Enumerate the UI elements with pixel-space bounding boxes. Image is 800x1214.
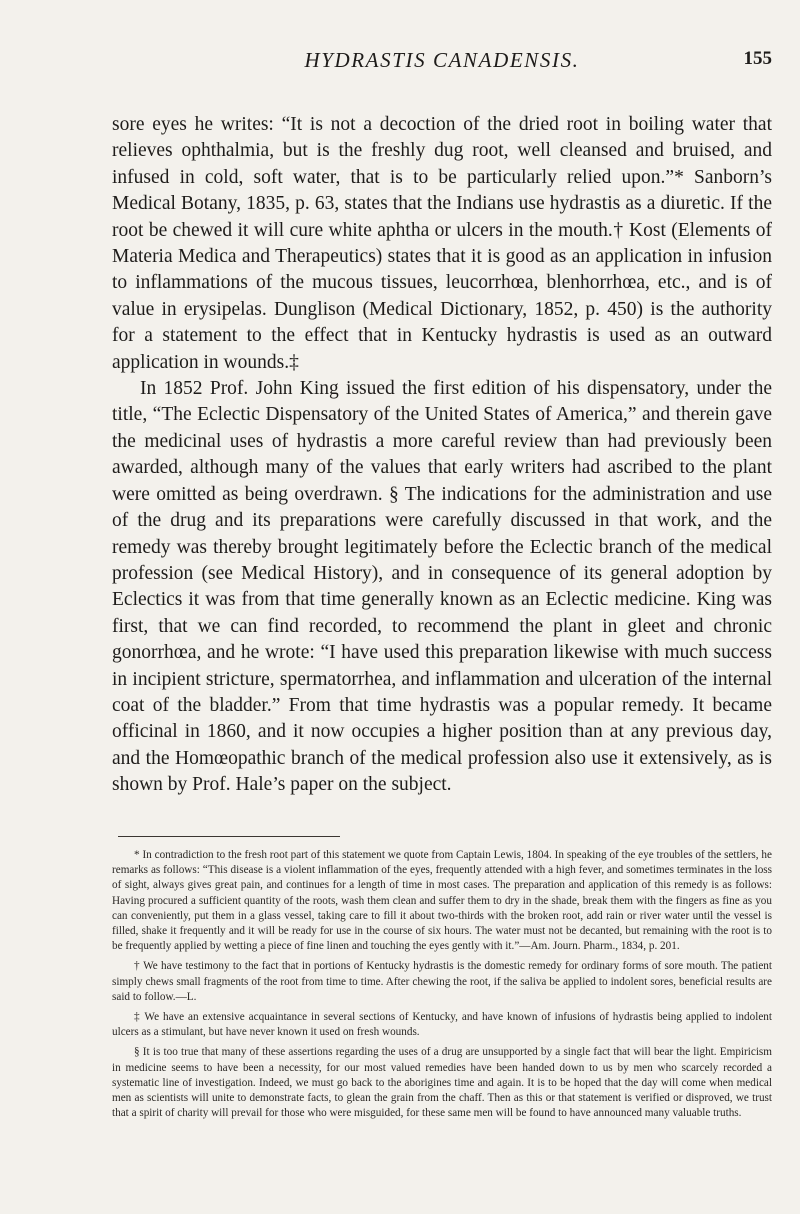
footnotes [112,848,772,1126]
body-text [112,112,772,799]
footnote: § It is too true that many of these assertions regarding the uses of a drug are unsupported by a single fact that will bear the light. Empiricism in medicine seems to have been a necessity, for our most valued remedies have been handed down to us by men who scarcely recorded a systematic line of investigation. Indeed, we must go back to the aborigines time and again. It is to be hoped that the day will come when medical men as scientists will unite to demonstrate facts, to glean the grain from the chaff. Then as this or that statement is verified or disproved, we trust that a spirit of charity will prevail for those who were misguided, for these same men will be found to have announced many valuable truths. [112,1046,772,1120]
page-number: 155 [743,48,772,69]
running-title: HYDRASTIS CANADENSIS. [304,48,580,72]
footnote: * In contradiction to the fresh root part of this statement we quote from Captain Lewis, 1804. In speaking of the eye troubles of the settlers, he remarks as follows: “This disease is a violent inflammation of the eyes, frequently attended with a high fever, and sometimes terminates in the loss of sight, always gives great pain, and continues for a length of time in most cases. The preparation and application of this remedy is as follows: Having procured a sufficient quantity of the roots, wash them clean and suffer them to dry in the shade, break them with the fingers as fine as you can conveniently, put them in a glass vessel, taking care to fill it about two-thirds with the broken root, add rain or river water until the vessel is filled, shake it frequently and it will be ready for use in the course of six hours. The water must not be decanted, but remaining with the root is to be frequently applied by wetting a piece of fine linen and touching the eyes gently with it.”—Am. Journ. Pharm., 1834, p. 201. [112,849,772,953]
page-header [112,48,772,78]
footnote: ‡ We have an extensive acquaintance in several sections of Kentucky, and have known of infusions of hydrastis being applied to indolent ulcers as a stimulant, but have never known it used on fresh wounds. [112,1011,772,1039]
body-paragraph: In 1852 Prof. John King issued the first edition of his dispensatory, under the title, “The Eclectic Dispensatory of the United States of America,” and therein gave the medicinal uses of hydrastis a more careful review than had previously been awarded, although many of the values that early writers had ascribed to the plant were omitted as being overdrawn. § The indications for the administration and use of the drug and its preparations were carefully discussed in that work, and the remedy was thereby brought legitimately before the Eclectic branch of the medical profession (see Medical History), and in consequence of its general adoption by Eclectics it was from that time generally known as an Eclectic medicine. King was first, that we can find recorded, to recommend the plant in gleet and chronic gonorrhœa, and he wrote: “I have used this preparation likewise with much success in incipient stricture, spermatorrhea, and inflammation and ulceration of the internal coat of the bladder.” From that time hydrastis was a popular remedy. It became officinal in 1860, and it now occupies a higher position than at any previous day, and the Homœopathic branch of the medical profession also use it extensively, as is shown by Prof. Hale’s paper on the subject. [112,378,772,796]
body-paragraph: sore eyes he writes: “It is not a decoction of the dried root in boiling water that relieves ophthalmia, but is the freshly dug root, well cleansed and bruised, and infused in cold, soft water, that is to be particularly relied upon.”* Sanborn’s Medical Botany, 1835, p. 63, states that the Indians use hydrastis as a diuretic. If the root be chewed it will cure white aphtha or ulcers in the mouth.† Kost (Elements of Materia Medica and Therapeutics) states that it is good as an application in infusion to inflammations of the mucous tissues, leucorrhœa, blenhorrhœa, etc., and is of value in erysipelas. Dunglison (Medical Dictionary, 1852, p. 450) is the authority for a statement to the effect that in Kentucky hydrastis is used as an outward application in wounds.‡ [112,114,772,373]
footnote: † We have testimony to the fact that in portions of Kentucky hydrastis is the domestic remedy for ordinary forms of sore mouth. The patient simply chews small fragments of the root from time to time. After chewing the root, if the saliva be applied to indolent sores, beneficial results are said to follow.—L. [112,960,772,1003]
footnote-divider [118,836,340,837]
